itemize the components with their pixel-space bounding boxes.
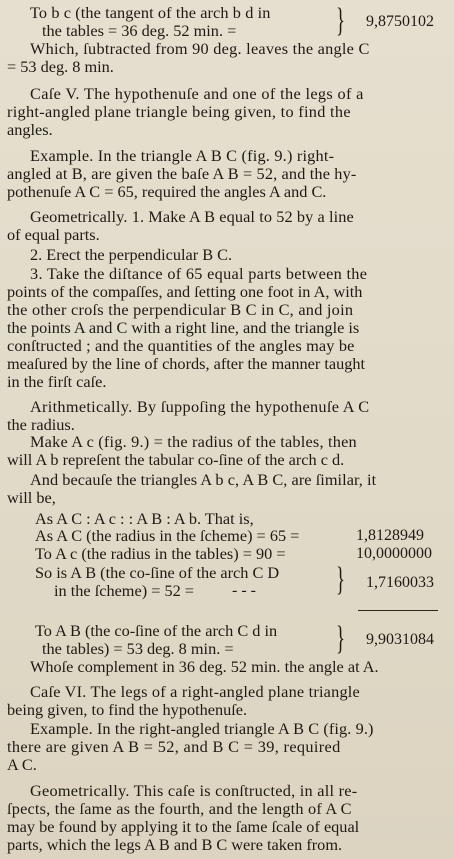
text-line-38: there are given A B = 52, and B C = 39, required (7, 737, 341, 756)
text-line-13: 2. Erect the perpendicular B C. (30, 245, 233, 264)
log-cosine-scheme: 1,7160033 (366, 574, 434, 591)
text-line-43: parts, which the legs A B and B C were taken from. (7, 835, 343, 854)
text-line-30: So is A B (the co-ſine of the arch C D (35, 563, 280, 582)
text-line-19: meaſured by the line of chords, after the manner taught (7, 354, 366, 373)
text-line-22: the radius. (7, 415, 75, 434)
text-line-23: Make A c (fig. 9.) = the radius of the tables, then (30, 432, 357, 451)
text-line-18: conſtructed ; and the quantities of the angles may be (7, 336, 355, 355)
brace: } (336, 620, 345, 657)
text-line-26: will be, (7, 488, 56, 507)
text-line-21: Arithmetically. By ſuppoſing the hypothenuſe A C (30, 397, 370, 416)
text-line-10: pothenuſe A C = 65, required the angles A and C. (7, 182, 327, 201)
text-line-39: A C. (7, 755, 37, 774)
dashes: - - - (232, 582, 256, 599)
text-line-25: And becauſe the triangles A b c, A B C, are ſimilar, it (30, 470, 377, 489)
log-cosine-tables: 9,9031084 (366, 631, 434, 648)
sum-rule (358, 610, 438, 611)
log-radius-scheme: 1,8128949 (356, 527, 424, 544)
brace: } (336, 561, 345, 598)
text-line-16: the other croſs the perpendicular B C in C, and join (7, 300, 354, 319)
text-line-29: To A c (the radius in the tables) = 90 = (35, 544, 286, 563)
text-line-11: Geometrically. 1. Make A B equal to 52 by a line (30, 207, 354, 226)
text-line-14: 3. Take the diſtance of 65 equal parts between the (30, 264, 368, 283)
text-line-32: To A B (the co-ſine of the arch C d in (35, 621, 278, 640)
text-line-3: Which, ſubtracted from 90 deg. leaves the angle C (30, 39, 370, 58)
text-line-41: ſpects, the ſame as the fourth, and the length of A C (7, 799, 352, 818)
text-line-36: being given, to find the hypothenuſe. (7, 700, 248, 719)
text-line-8: Example. In the triangle A B C (fig. 9.) right- (30, 146, 335, 165)
text-line-28: As A C (the radius in the ſcheme) = 65 = (35, 526, 300, 545)
text-line-17: the points A and C with a right line, and the triangle is (7, 318, 360, 337)
text-line-7: angles. (7, 120, 53, 139)
text-line-20: in the firſt caſe. (7, 372, 107, 391)
log-tangent: 9,8750102 (366, 13, 434, 30)
text-line-12: of equal parts. (7, 225, 100, 244)
text-line-15: points of the compaſſes, and ſetting one foot in A, with (7, 282, 363, 301)
text-line-34: Whoſe complement in 36 deg. 52 min. the angle at A. (30, 657, 379, 676)
text-line-4: = 53 deg. 8 min. (7, 57, 114, 76)
case-vi-heading: Caſe VI. The legs of a right-angled plane triangle (30, 682, 360, 701)
case-v-heading: Caſe V. The hypothenuſe and one of the legs of a (30, 84, 364, 103)
text-line-24: will A b repreſent the tabular co-ſine of the arch c d. (7, 450, 345, 469)
brace: } (336, 2, 345, 39)
text-line-42: may be found by applying it to the ſame ſcale of equal (7, 817, 360, 836)
text-line-33: the tables) = 53 deg. 8 min. = (42, 639, 234, 658)
text-line-1: To b c (the tangent of the arch b d in (30, 3, 271, 22)
text-line-2: the tables = 36 deg. 52 min. = (42, 21, 237, 40)
log-radius-tables: 10,0000000 (356, 545, 432, 562)
text-line-31: in the ſcheme) = 52 = (54, 581, 194, 600)
text-line-9: angled at B, are given the baſe A B = 52, and the hy- (7, 164, 357, 183)
text-line-37: Example. In the right-angled triangle A B C (fig. 9.) (30, 719, 374, 738)
text-line-27: As A C : A c : : A B : A b. That is, (35, 509, 254, 528)
text-line-6: right-angled plane triangle being given, to find the (7, 102, 351, 121)
text-line-40: Geometrically. This caſe is conſtructed, in all re- (30, 781, 358, 800)
